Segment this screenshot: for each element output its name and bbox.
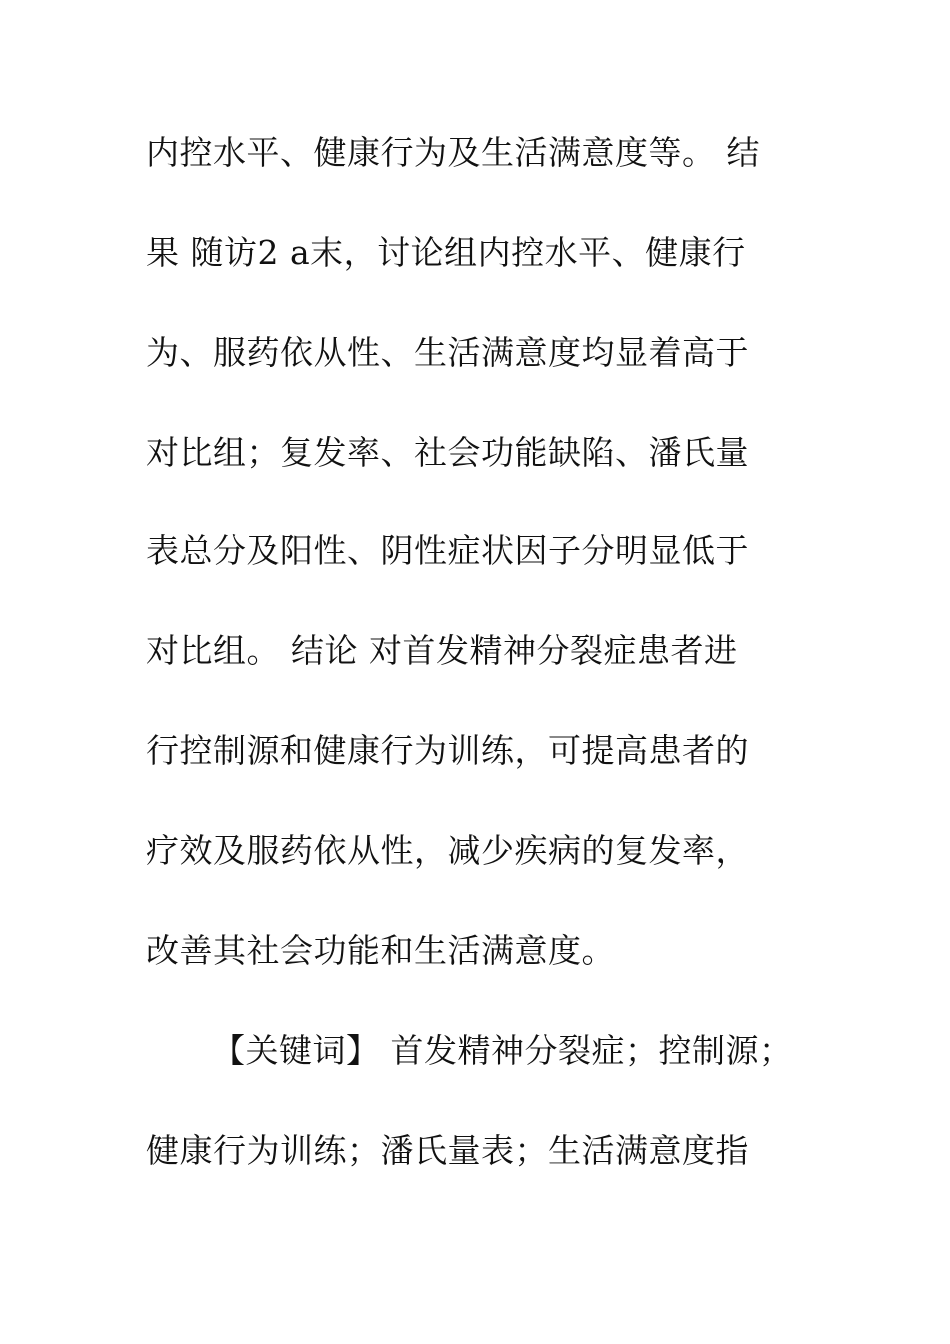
body-text-line: 表总分及阳性、阴性症状因子分明显低于 bbox=[146, 531, 749, 570]
body-text-line: 内控水平、健康行为及生活满意度等。 结 bbox=[146, 133, 760, 172]
body-text-line: 对比组。 结论 对首发精神分裂症患者进 bbox=[146, 631, 738, 670]
body-text-line: 为、服药依从性、生活满意度均显着高于 bbox=[146, 333, 749, 372]
body-text-line: 行控制源和健康行为训练，可提高患者的 bbox=[146, 731, 749, 770]
body-text-line: 疗效及服药依从性，减少疾病的复发率， bbox=[146, 831, 749, 870]
keywords-line: 健康行为训练；潘氏量表；生活满意度指 bbox=[146, 1131, 749, 1170]
body-text-line: 果 随访2 a末，讨论组内控水平、健康行 bbox=[146, 233, 746, 272]
body-text-line: 对比组；复发率、社会功能缺陷、潘氏量 bbox=[146, 433, 749, 472]
body-text-line: 改善其社会功能和生活满意度。 bbox=[146, 931, 615, 970]
keywords-line: 【关键词】 首发精神分裂症；控制源； bbox=[212, 1031, 793, 1070]
